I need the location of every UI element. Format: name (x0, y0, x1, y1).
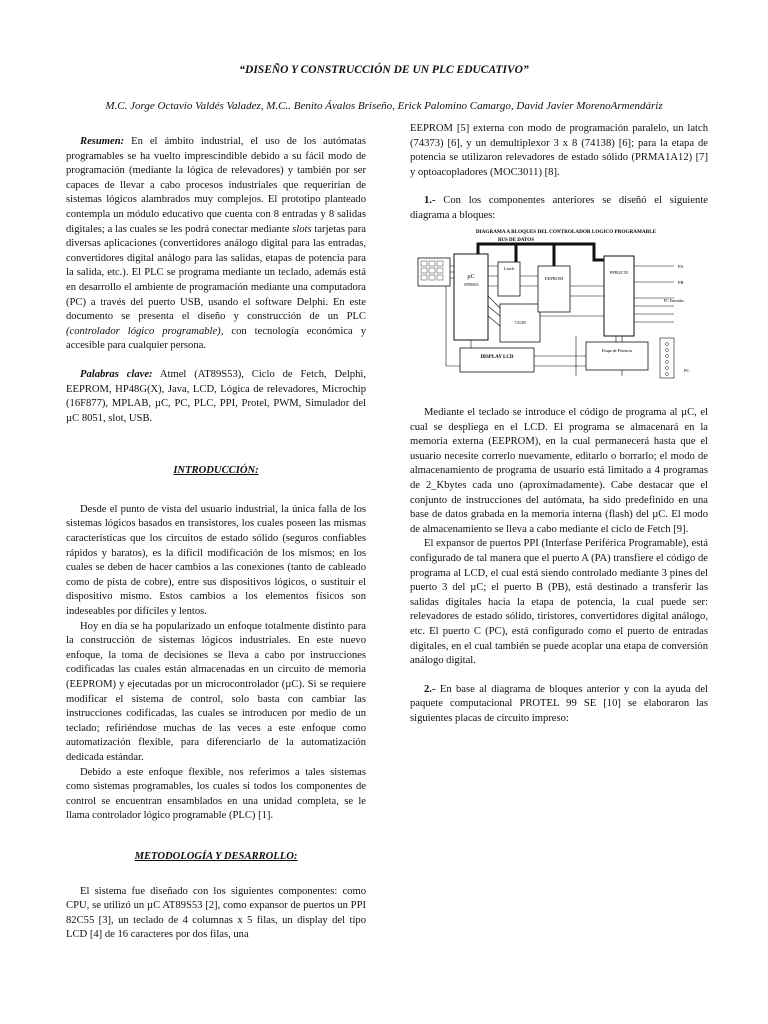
uc-label: µC (467, 274, 475, 280)
block-diagram-svg (416, 226, 712, 386)
item-2-number: 2.- (424, 683, 436, 695)
intro-paragraph-1: Desde el punto de vista del usuario industrial, la única falla de los sistemas lógicos basados en transistores, los cuales poseen las mismas características que los circuitos de estado sólido (seguros confiables rápidos y baratos), es la difícil modificación de los mismos; en los cuales se deben de hacer cambios a las conexiones (tanto de cableado como de pista de cobre), entre sus dispositivos lógicos, o sustituir el dispositivo mismo. Estos cambios a los elementos físicos son indeseables por difíciles y lentos. (66, 503, 366, 618)
abstract-text-b: tarjetas para diversas aplicaciones (convertidores análogo digital para las entradas, convertidores digital análogo para las salidas, etapas de potencia para la salida, etc.). El PLC se programa mediante un teclado, además está en desarrollo el ambiente de programación mediante una computadora (PC) a través del puerto USB, usando el software Delphi. En este documento se presenta el diseño y construcción de un PLC (66, 223, 366, 323)
method-heading: METODOLOGÍA Y DESARROLLO: (134, 850, 298, 862)
block-diagram (416, 226, 712, 386)
latch-block (498, 262, 520, 296)
power-stage-label: Etapa de Potencia (602, 348, 632, 353)
abstract-label: Resumen: (80, 136, 125, 147)
item-2-text: En base al diagrama de bloques anterior y con la ayuda del paquete computacional PROTEL 99 SE [10] se elaboraron las siguientes placas de circuito impreso: (410, 683, 708, 724)
keywords-text: Atmel (AT89S53), Ciclo de Fetch, Delphi, EEPROM, HP48G(X), Java, LCD, Lógica de relevadores, Microchip (16F877), MPLAB, µC, PC, PLC, PPI, Protel, PWM, Simulador del µC 8051, slot, USB. (66, 368, 366, 424)
diagram-bus-label: BUS DE DATOS (498, 238, 534, 243)
ppi-paragraph: El expansor de puertos PPI (Interfase Periférica Programable), está configurado de tal manera que el puerto A (PA) transfiere el código de programa al LCD, el cual está siendo controlado mediante 3 pines del puerto 3 del µC; el puerto B (PB), está destinado a transferir las salidas digitales hacia la etapa de potencia, la cual puede ser: relevadores de estado sólido, tiristores, convertidores digital análogo, etc. El puerto C (PC), está configurado como el puerto de entradas digitales, en el cual también se puede acoplar una etapa de conversión análogo digital. (410, 538, 708, 667)
demux-block (500, 304, 540, 342)
data-bus-drop (516, 244, 554, 266)
paper-authors: M.C. Jorge Octavio Valdés Valadez, M.C.. Benito Ávalos Briseño, Erick Palomino Camargo, David Javier MorenoArmendáriz (105, 100, 663, 112)
keywords (66, 368, 366, 426)
abstract-plc: (controlador lógico programable) (66, 325, 221, 337)
eeprom-block (538, 266, 570, 312)
intro-heading: INTRODUCCIÓN: (173, 465, 259, 477)
diagram-inputs-label: PC Entradas (664, 298, 684, 303)
keypad-block (418, 258, 450, 286)
abstract-text-c: , con tecnología económica y accesible para cualquier persona. (66, 325, 367, 352)
abstract-text-a: En el ámbito industrial, el uso de los autómatas programables se ha vuelto imprescindible debido a su fácil modo de programación (mediante la lógica de relevadores) y también por ser capaces de llevar a cabo procesos industriales que requerirían de sistemas lógicos alambrados muy complejos. El prototipo planteado contempla un módulo educativo que cuenta con 8 entradas y 8 salidas digitales; a las cuales se les podrá conectar mediante (66, 136, 366, 235)
abstract (66, 135, 366, 354)
right-column (410, 122, 708, 224)
keywords-label: Palabras clave: (80, 368, 153, 380)
diagram-pa-label: PA (678, 264, 684, 269)
method-paragraph-1: El sistema fue diseñado con los siguientes componentes: como CPU, se utilizó un µC AT89S53 [2], como expansor de puertos un PPI 82C55 [3], un teclado de 4 columnas x 5 filas, un display del tipo LCD [4] de 16 caracteres por dos filas, una (66, 885, 366, 941)
intro-paragraph-2: Hoy en día se ha popularizado un enfoque totalmente distinto para la construcción de sistemas lógicos industriales. En este nuevo enfoque, la toma de decisiones se lleva a cabo por instrucciones codificadas las cuales están almacenadas en un circuito de memoria (EEPROM) y ejecutadas por un microcontrolador (µC). Si se requiere modificar el sistema de control, solo basta con cambiar las instrucciones codificadas, las cuales se introducen por medio de un teclado; refiriéndose muchas de las veces a este enfoque como automatización flexible, para diferenciarlo de la automatización dedicada estándar. (66, 620, 366, 763)
power-stage-block (586, 342, 648, 370)
uc-part: AT89S53 (463, 282, 479, 287)
keyboard-paragraph: Mediante el teclado se introduce el código de programa al µC, el cual se despliega en el LCD. El programa se almacenará en la memoria externa (EEPROM), en la cual permanecerá hasta que el usuario necesite correrlo nuevamente, editarlo o borrarlo; el modo de almacenamiento de programa de usuario está limitado a 4 programas de 2_Kbytes cada uno (aproximadamente). Cabe destacar que el conjunto de instrucciones del autómata, ha sido predefinido en una base de datos grabada en la memoria interna (flash) del µC. El modo de almacenamiento se lleva a cabo mediante el ciclo de Fetch [9]. (410, 407, 708, 535)
microcontroller-block (454, 254, 488, 340)
lcd-block (460, 348, 534, 372)
lcd-label: DISPLAY LCD (480, 355, 514, 360)
eeprom-label: EEPROM (544, 276, 564, 281)
item-1-text: Con los componentes anteriores se diseñó el siguiente diagrama a bloques: (410, 195, 708, 221)
latch-label: Latch (503, 266, 515, 271)
components-continued: EEPROM [5] externa con modo de programación paralelo, un latch (74373) [6], y un demultiplexor 3 x 8 (74138) [6]; para la etapa de potencia se utilizaron relevadores de estado sólido (PRMA1A12) [7] y optoacopladores (MOC3011) [8]. (410, 123, 708, 178)
output-connector (660, 338, 690, 378)
ppi-block (604, 256, 634, 336)
item-2 (410, 683, 708, 727)
paper-title: “DISEÑO Y CONSTRUCCIÓN DE UN PLC EDUCATIVO” (239, 64, 529, 76)
intro-paragraph-3: Debido a este enfoque flexible, nos referimos a tales sistemas como sistemas programables, los cuales si todos los componentes de control se encuentran ensamblados en una unidad completa, se le llama controlador lógico programable (PLC) [1]. (66, 766, 366, 822)
left-column (66, 135, 366, 943)
demux-label: 74138 (514, 320, 526, 325)
item-1 (410, 194, 708, 223)
diagram-title: DIAGRAMA A BLOQUES DEL CONTROLADOR LOGICO PROGRAMABLE (475, 229, 657, 235)
diagram-pb-label: PB (678, 280, 684, 285)
abstract-slots: slots (292, 223, 312, 235)
right-column-lower (410, 406, 708, 726)
ppi-label: PPI82C55 (609, 270, 629, 275)
diagram-pc-label: PC (684, 368, 690, 373)
data-bus-line (478, 244, 606, 260)
item-1-number: 1.- (424, 195, 436, 207)
